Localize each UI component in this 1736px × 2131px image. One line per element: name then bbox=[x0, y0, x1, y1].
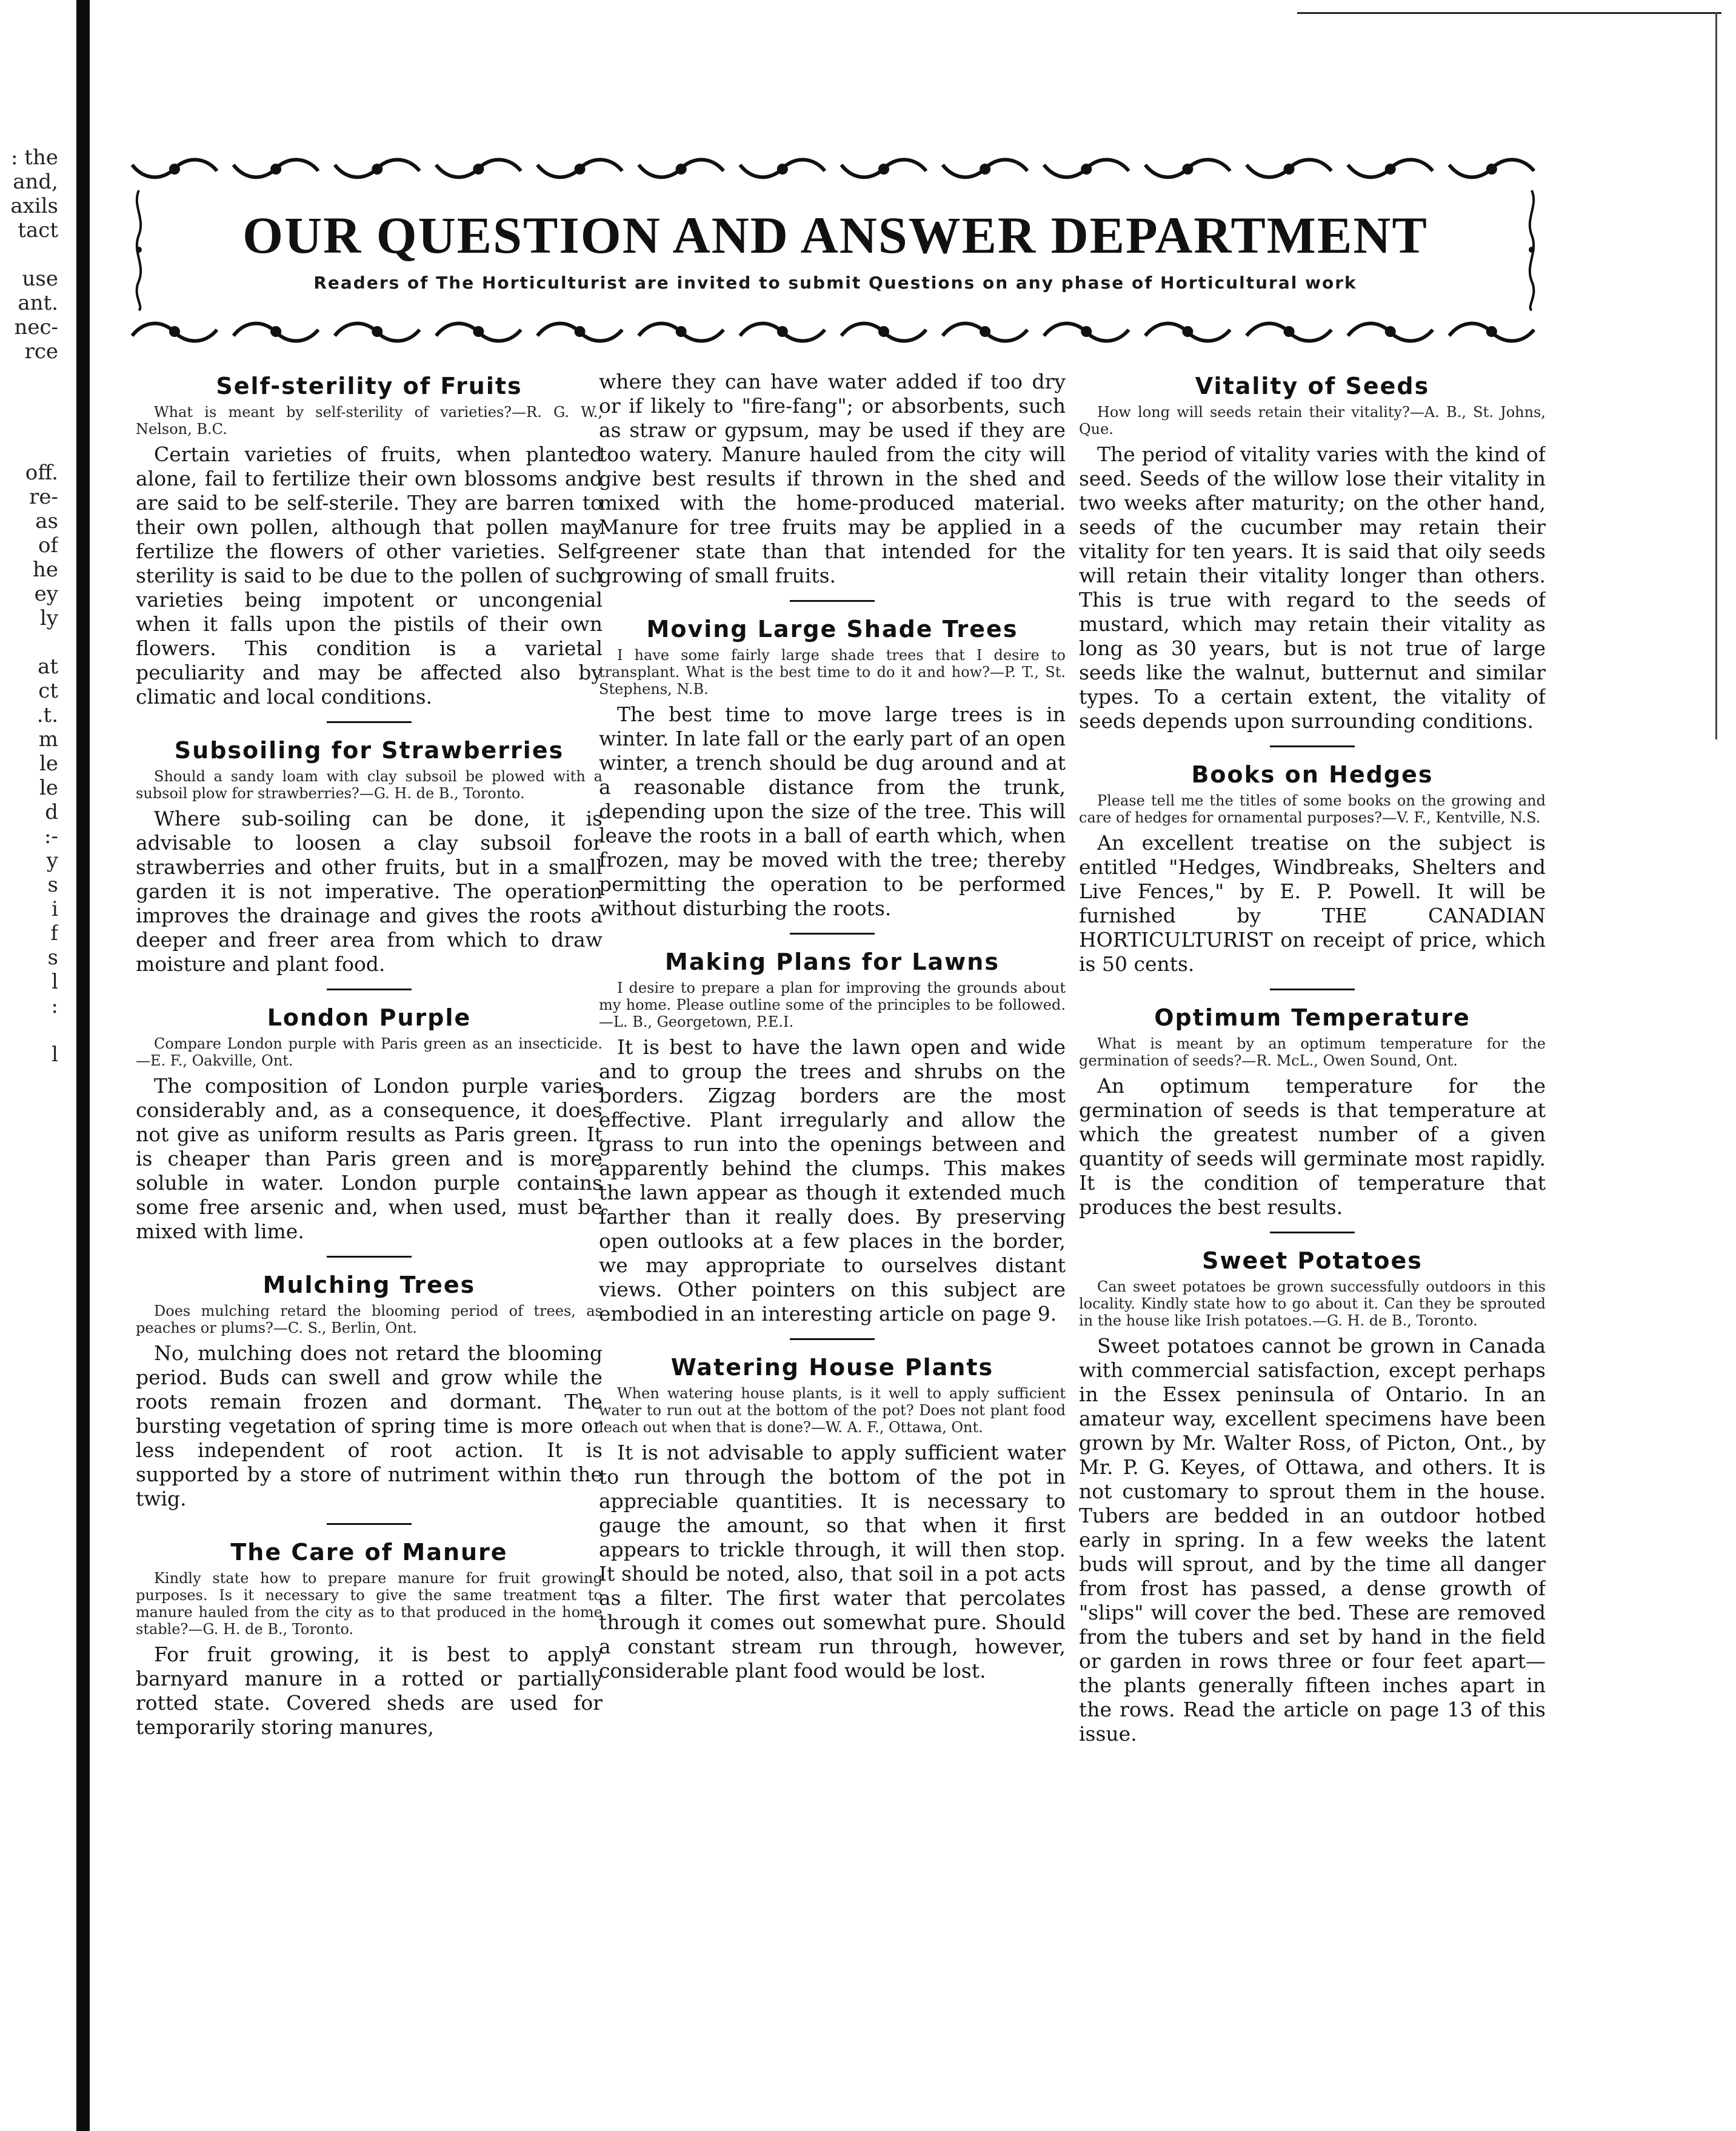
margin-fragment: axils bbox=[10, 194, 58, 218]
margin-fragment: of bbox=[38, 533, 58, 558]
margin-fragment: at bbox=[38, 655, 58, 679]
editor-answer: An excellent treatise on the subject is entitled "Hedges, Windbreaks, Shelters and Live Fences," by E. P. Powell. It will be furnished by THE CANADIAN HORTICULTURIST on receipt of price, which is 50 cents. bbox=[1079, 831, 1546, 976]
article-care-of-manure bbox=[136, 1538, 603, 1739]
article-divider bbox=[327, 721, 412, 723]
margin-fragment: le bbox=[39, 776, 58, 800]
margin-fragment: ct bbox=[38, 679, 58, 703]
reader-question: What is meant by self-sterility of varieties?—R. G. W., Nelson, B.C. bbox=[136, 404, 603, 438]
article-plans-for-lawns bbox=[599, 948, 1066, 1326]
department-header bbox=[126, 152, 1544, 358]
editor-answer: Certain varieties of fruits, when planted alone, fail to fertilize their own blossoms and are said to be self-sterile. They are barren to their own pollen, although that pollen may fertilize the flowers of other varieties. Self-sterility is said to be due to the pollen of such varieties being impotent or uncongenial when it falls upon the pistils of their own flowers. This condition is a varietal peculiarity and may be affected also by climatic and local conditions. bbox=[136, 442, 603, 709]
margin-fragment: : the bbox=[11, 145, 58, 170]
article-optimum-temperature bbox=[1079, 1004, 1546, 1219]
margin-fragment: nec- bbox=[14, 315, 58, 339]
margin-fragment bbox=[0, 364, 58, 388]
article-self-sterility bbox=[136, 372, 603, 709]
reader-question: Compare London purple with Paris green as an insecticide.—E. F., Oakville, Ont. bbox=[136, 1035, 603, 1069]
margin-fragment bbox=[0, 436, 58, 461]
editor-answer: It is best to have the lawn open and wide and to group the trees and shrubs on the borders. Zigzag borders are the most effective. Plant irregularly and allow the grass to run into the openings between and apparently behind the clumps. This makes the lawn appear as though it extended much farther than it really does. By preserving open outlooks at a few places in the border, we may appropriate to ourselves distant views. Other pointers on this subject are embodied in an interesting article on page 9. bbox=[599, 1035, 1066, 1326]
margin-fragment: s bbox=[47, 945, 58, 970]
reader-question: Can sweet potatoes be grown successfully outdoors in this locality. Kindly state how to go about it. Can they be sprouted in the house like Irish potatoes.—G. H. de B., Toronto. bbox=[1079, 1278, 1546, 1329]
article-heading: Subsoiling for Strawberries bbox=[174, 737, 564, 764]
article-care-of-manure-continued bbox=[599, 370, 1066, 588]
margin-fragment: y bbox=[46, 849, 58, 873]
reader-question: I have some fairly large shade trees that I desire to transplant. What is the best time to do it and how?—P. T., St. Stephens, N.B. bbox=[599, 647, 1066, 698]
reader-question: When watering house plants, is it well to apply sufficient water to run out at the bottom of the pot? Does not plant food leach out when that is done?—W. A. F., Ottawa, Ont. bbox=[599, 1385, 1066, 1436]
reader-question: I desire to prepare a plan for improving the grounds about my home. Please outline some of the principles to be followed.—L. B., Georgetown, P.E.I. bbox=[599, 979, 1066, 1030]
article-divider bbox=[790, 1338, 875, 1340]
margin-fragment: : bbox=[51, 994, 58, 1018]
editor-answer: Where sub-soiling can be done, it is advisable to loosen a clay subsoil for strawberries and other fruits, but in a small garden it is not imperative. The operation improves the drainage and gives the roots a deeper and freer area from which to draw moisture and plant food. bbox=[136, 807, 603, 976]
reader-question: Does mulching retard the blooming period of trees, as peaches or plums?—C. S., Berlin, Ont. bbox=[136, 1302, 603, 1336]
article-heading: Vitality of Seeds bbox=[1195, 373, 1430, 399]
article-divider bbox=[790, 933, 875, 935]
margin-fragment: as bbox=[35, 509, 58, 533]
margin-fragment: l bbox=[52, 1042, 58, 1067]
department-subtitle: Readers of The Horticulturist are invited to submit Questions on any phase of Horticultural work bbox=[313, 273, 1357, 293]
reader-question: Please tell me the titles of some books on the growing and care of hedges for ornamental purposes?—V. F., Kentville, N.S. bbox=[1079, 792, 1546, 826]
reader-question: Kindly state how to prepare manure for fruit growing purposes. Is it necessary to give the same treatment to manure hauled from the city as to that produced in the home stable?—G. H. de B., Toronto. bbox=[136, 1570, 603, 1638]
article-divider bbox=[327, 989, 412, 990]
margin-fragment: off. bbox=[25, 461, 58, 485]
editor-answer: For fruit growing, it is best to apply barnyard manure in a rotted or partially rotted state. Covered sheds are used for temporarily storing manures, bbox=[136, 1642, 603, 1739]
answer-continuation: where they can have water added if too dry or if likely to "fire-fang"; or absorbents, such as straw or gypsum, may be used if they are too watery. Manure hauled from the city will give best results if thrown in the shed and mixed with the home-produced material. Manure for tree fruits may be applied in a greener state than that intended for the growing of small fruits. bbox=[599, 370, 1066, 587]
ornament-border-top bbox=[126, 152, 1544, 187]
article-mulching-trees bbox=[136, 1271, 603, 1511]
margin-fragment bbox=[0, 388, 58, 412]
article-heading: Moving Large Shade Trees bbox=[646, 616, 1018, 642]
margin-fragment: re- bbox=[29, 485, 58, 509]
margin-fragment: ant. bbox=[18, 291, 58, 315]
margin-fragment: f bbox=[50, 921, 58, 945]
scan-edge-top bbox=[1297, 12, 1721, 14]
article-divider bbox=[790, 600, 875, 602]
article-heading: Self-sterility of Fruits bbox=[216, 373, 522, 399]
article-divider bbox=[327, 1523, 412, 1525]
margin-fragment: he bbox=[32, 558, 58, 582]
margin-fragment: m bbox=[38, 727, 58, 752]
article-heading: London Purple bbox=[267, 1004, 472, 1031]
margin-fragment: .t. bbox=[36, 703, 58, 727]
editor-answer: The composition of London purple varies considerably and, as a consequence, it does not give as uniform results as Paris green. It is cheaper than Paris green and is more soluble in water. London purple contains some free arsenic and, when used, must be mixed with lime. bbox=[136, 1074, 603, 1243]
margin-fragment: l bbox=[52, 970, 58, 994]
ornament-border-bottom bbox=[126, 314, 1544, 349]
margin-fragment: ly bbox=[39, 606, 58, 630]
editor-answer: The best time to move large trees is in winter. In late fall or the early part of an open winter, a trench should be dug around and at a reasonable distance from the trunk, depending upon the size of the tree. This will leave the roots in a ball of earth which, when frozen, may be moved with the tree; thereby permitting the operation to be performed without disturbing the roots. bbox=[599, 702, 1066, 920]
margin-fragment: le bbox=[39, 752, 58, 776]
editor-answer: An optimum temperature for the germination of seeds is that temperature at which the greatest number of a given quantity of seeds will germinate most rapidly. It is the condition of temperature that produces the best results. bbox=[1079, 1074, 1546, 1219]
editor-answer: It is not advisable to apply sufficient water to run through the bottom of the pot in appreciable quantities. It is necessary to gauge the amount, so that when it first appears to trickle through, it will then stop. It should be noted, also, that soil in a pot acts as a filter. The first water that percolates through it comes out somewhat pure. Should a constant stream run through, however, considerable plant food would be lost. bbox=[599, 1441, 1066, 1682]
margin-fragment: s bbox=[47, 873, 58, 897]
article-london-purple bbox=[136, 1004, 603, 1244]
column-2 bbox=[599, 370, 1066, 2115]
article-divider bbox=[1270, 745, 1355, 747]
article-watering-house-plants bbox=[599, 1353, 1066, 1683]
scan-edge-right bbox=[1715, 12, 1717, 739]
margin-fragment: use bbox=[22, 267, 58, 291]
article-subsoiling bbox=[136, 736, 603, 976]
margin-fragment: rce bbox=[24, 339, 58, 364]
article-vitality-of-seeds bbox=[1079, 372, 1546, 733]
margin-fragment: tact bbox=[18, 218, 58, 242]
article-heading: Books on Hedges bbox=[1191, 761, 1434, 788]
reader-question: Should a sandy loam with clay subsoil be plowed with a subsoil plow for strawberries?—G. H. de B., Toronto. bbox=[136, 768, 603, 802]
article-moving-shade-trees bbox=[599, 615, 1066, 921]
article-heading: Watering House Plants bbox=[670, 1354, 994, 1381]
article-heading: Making Plans for Lawns bbox=[665, 949, 1000, 975]
article-heading: Optimum Temperature bbox=[1154, 1004, 1471, 1031]
editor-answer: The period of vitality varies with the kind of seed. Seeds of the willow lose their vitality in two weeks after maturity; on the other hand, seeds of the cucumber may retain their vitality for ten years. It is said that oily seeds will retain their vitality longer than others. This is true with regard to the seeds of mustard, which may retain their vitality as long as 30 years, but is not true of large seeds like the walnut, butternut and similar types. To a certain extent, the vitality of seeds depends upon surrounding conditions. bbox=[1079, 442, 1546, 733]
article-heading: Mulching Trees bbox=[262, 1272, 476, 1298]
margin-fragment: and, bbox=[13, 170, 58, 194]
margin-fragment bbox=[0, 412, 58, 436]
margin-fragment: :- bbox=[44, 824, 58, 849]
editor-answer: Sweet potatoes cannot be grown in Canada with commercial satisfaction, except perhaps in the Essex peninsula of Ontario. In an amateur way, excellent specimens have been grown by Mr. Walter Ross, of Picton, Ont., by Mr. P. G. Keyes, of Ottawa, and others. It is not customary to sprout them in the house. Tubers are bedded in an outdoor hotbed early in spring. In a few weeks the latent buds will sprout, and by the time all danger from frost has passed, a dense growth of "slips" will cover the bed. These are removed from the tubers and set by hand in the field or garden in rows three or four feet apart—the plants generally fifteen inches apart in the rows. Read the article on page 13 of this issue. bbox=[1079, 1334, 1546, 1746]
margin-fragment: i bbox=[52, 897, 58, 921]
article-divider bbox=[327, 1256, 412, 1258]
reader-question: What is meant by an optimum temperature for the germination of seeds?—R. McL., Owen Sound, Ont. bbox=[1079, 1035, 1546, 1069]
reader-question: How long will seeds retain their vitality?—A. B., St. Johns, Que. bbox=[1079, 404, 1546, 438]
department-title: OUR QUESTION AND ANSWER DEPARTMENT bbox=[242, 206, 1428, 264]
margin-fragment: d bbox=[45, 800, 58, 824]
column-1 bbox=[136, 370, 603, 2115]
article-divider bbox=[1270, 989, 1355, 990]
previous-page-fragments bbox=[0, 145, 58, 1067]
article-divider bbox=[1270, 1232, 1355, 1233]
article-heading: Sweet Potatoes bbox=[1202, 1247, 1423, 1274]
binding-shadow bbox=[76, 0, 90, 2131]
column-3 bbox=[1079, 370, 1546, 2115]
margin-fragment bbox=[0, 1018, 58, 1042]
margin-fragment bbox=[0, 242, 58, 267]
margin-fragment: ey bbox=[34, 582, 58, 606]
article-heading: The Care of Manure bbox=[230, 1539, 508, 1566]
editor-answer: No, mulching does not retard the blooming period. Buds can swell and grow while the roots remain frozen and dormant. The bursting vegetation of spring time is more or less independent of root action. It is supported by a store of nutriment within the twig. bbox=[136, 1341, 603, 1510]
article-sweet-potatoes bbox=[1079, 1247, 1546, 1746]
article-books-on-hedges bbox=[1079, 761, 1546, 976]
margin-fragment bbox=[0, 630, 58, 655]
